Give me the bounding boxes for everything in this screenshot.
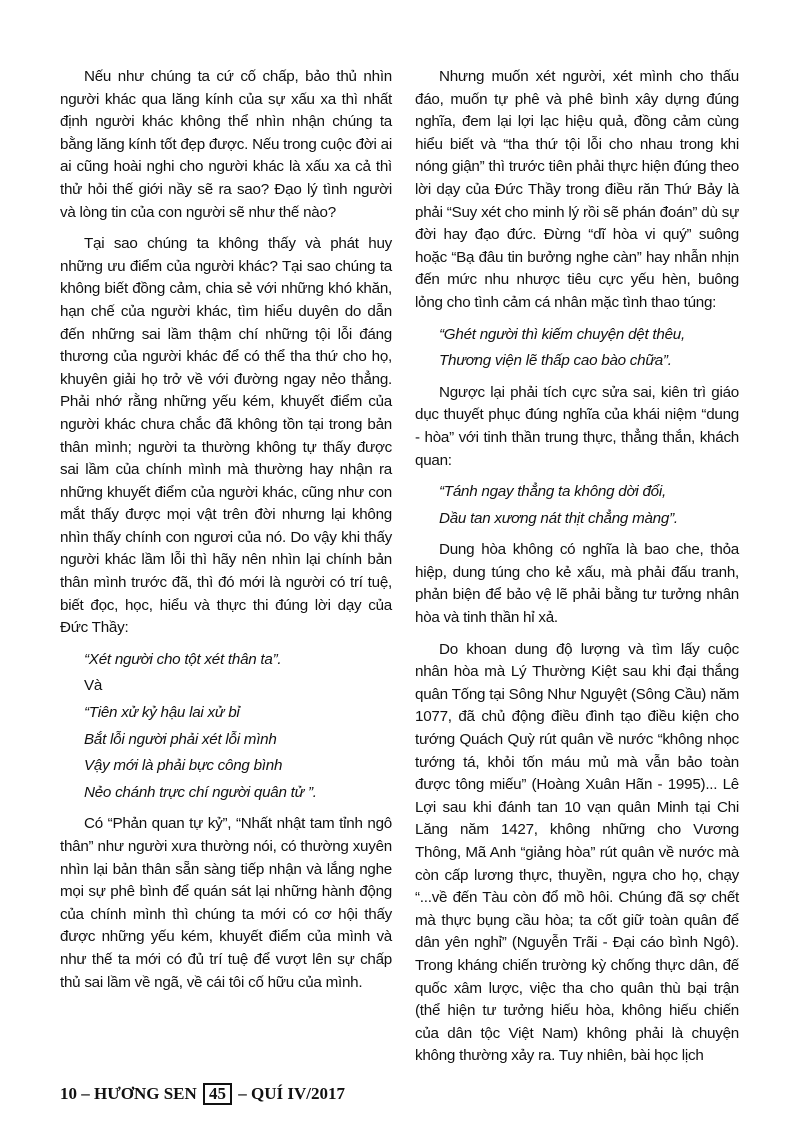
quote-line: Nẻo chánh trực chí người quân tử ”.	[84, 783, 317, 801]
page-footer	[60, 1083, 345, 1105]
conjunction-line: Và	[84, 677, 103, 695]
paragraph: Nếu như chúng ta cứ cố chấp, bảo thủ nhìn người khác qua lăng kính của sự xấu xa thì nhất định người khác không thể nhìn nhận chúng ta bằng lăng kính tốt đẹp được. Nếu trong cuộc đời ai ai cũng hoài nghi cho người khác là xấu xa cả thì thử hỏi thế giới nầy sẽ ra sao? Đạo lý tình người và lòng tin của con người sẽ như thế nào?	[60, 68, 392, 221]
quote-line: “Xét người cho tột xét thân ta”.	[84, 650, 282, 668]
right-column	[415, 66, 739, 1077]
quote-line: “Tánh ngay thẳng ta không dời đổi,	[439, 483, 666, 501]
quote-line: Vậy mới là phải bực công bình	[84, 757, 283, 775]
quote-line: Dầu tan xương nát thịt chẳng màng”.	[439, 509, 678, 527]
paragraph: Ngược lại phải tích cực sửa sai, kiên trì giáo dục thuyết phục đúng nghĩa của khái niệm “dung - hòa” với tinh thần trung thực, thẳng thắn, khách quan:	[415, 383, 739, 469]
paragraph: Do khoan dung độ lượng và tìm lấy cuộc nhân hòa mà Lý Thường Kiệt sau khi đại thắng quân Tống tại Sông Như Nguyệt (Sông Cầu) năm 1077, đã chủ động điều đình tạo điều kiện cho tướng Quách Quỳ rút quân về nước “không nhọc tướng tá, khỏi tốn máu mủ mà vẫn bảo toàn được tông miếu” (Hoàng Xuân Hãn - 1995)... Lê Lợi sau khi đánh tan 10 vạn quân Minh tại Chi Lăng năm 1427, không những cho Vương Thông, Mã Anh “giảng hòa” rút quân về nước mà còn cấp lương thực, thuyền, ngựa cho họ, chạy “...về đến Tàu còn đổ mồ hôi. Chúng đã sợ chết mà thực bụng cầu hòa; ta cốt giữ toàn quân để dân yên nghỉ” (Nguyễn Trãi - Đại cáo bình Ngô). Trong kháng chiến trường kỳ chống thực dân, đế quốc xâm lược, việc tha cho quân thù bại trận (thể hiện tư tưởng hiếu hòa, không hiếu chiến của dân tộc Việt Nam) không phải là chuyện không thường xảy ra. Tuy nhiên, bài học lịch	[415, 640, 739, 1065]
footer-dash: –	[238, 1084, 247, 1103]
page-number: 10	[60, 1084, 77, 1103]
paragraph: Tại sao chúng ta không thấy và phát huy những ưu điểm của người khác? Tại sao chúng ta không biết đồng cảm, chia sẻ với những khó khăn, hạn chế của người khác, tìm hiểu duyên do dẫn đến những sai lầm thậm chí những tội lỗi đáng thương của người khác để có thể tha thứ cho họ, khuyên giải họ trở về với đường ngay nẻo thẳng. Phải nhớ rằng những yếu kém, khuyết điểm của người khác chưa chắc đã không tồn tại trong bản thân mình; người ta thường không tự thấy được sai lầm của chính mình mà thường hay nhận ra những khuyết điểm của người khác, cũng như con mắt thấy được mọi vật trên đời nhưng lại không nhìn thấy chính con ngươi của nó. Do vậy khi thấy người khác lầm lỗi thì hãy nên nhìn lại chính bản thân mình trước đã, thì đó mới là người có trí tuệ, biết đọc, học, hiểu và thực thi đúng lời dạy của Đức Thầy:	[60, 235, 392, 637]
quote-line: Thương viện lẽ thấp cao bào chữa”.	[439, 352, 672, 370]
paragraph: Nhưng muốn xét người, xét mình cho thấu đáo, muốn tự phê và phê bình xây dựng đúng nghĩa, đem lại lợi lạc hiệu quả, đồng cảm cùng hiểu biết và “tha thứ tội lỗi cho nhau trong khi nóng giận” thì trước tiên phải thực hiện đúng theo lời dạy của Đức Thầy trong điều răn Thứ Bảy là phải “Suy xét cho minh lý rồi sẽ phán đoán” dù sự đời hay đạo đức. Đừng “dĩ hòa vi quý” suông hoặc “Bạ đâu tin bưởng nghe càn” hay nhẫn nhịn đến mức nhu nhược tiêu cực yếu hèn, buông lỏng cho tình cảm cá nhân mặc tình thao túng:	[415, 68, 739, 311]
magazine-title: HƯƠNG SEN	[94, 1084, 197, 1103]
paragraph: Dung hòa không có nghĩa là bao che, thỏa hiệp, dung túng cho kẻ xấu, mà phải đấu tranh, phản biện để bảo vệ lẽ phải bằng tư tưởng nhân hòa và tinh thần hỉ xả.	[415, 541, 739, 627]
quote-line: “Tiên xử kỷ hậu lai xử bỉ	[84, 704, 240, 722]
issue-quarter: QUÍ IV/2017	[251, 1084, 346, 1103]
issue-number: 45	[203, 1083, 232, 1105]
left-column	[60, 66, 392, 1003]
paragraph: Có “Phản quan tự kỷ”, “Nhất nhật tam tỉnh ngô thân” như người xưa thường nói, có thường xuyên nhìn lại bản thân sẵn sàng tiếp nhận và lắng nghe mọi sự phê bình để quán sát lại những hành động của chính mình thì chúng ta mới có cơ hội thấy được những yếu kém, khuyết điểm của mình và như thế ta mới có đủ trí tuệ để vượt lên sự chấp thủ sai lầm về ngã, về cái tôi cố hữu của mình.	[60, 815, 392, 991]
footer-dash: –	[81, 1084, 90, 1103]
quote-line: “Ghét người thì kiếm chuyện dệt thêu,	[439, 325, 685, 343]
quote-line: Bắt lỗi người phải xét lỗi mình	[84, 730, 277, 748]
